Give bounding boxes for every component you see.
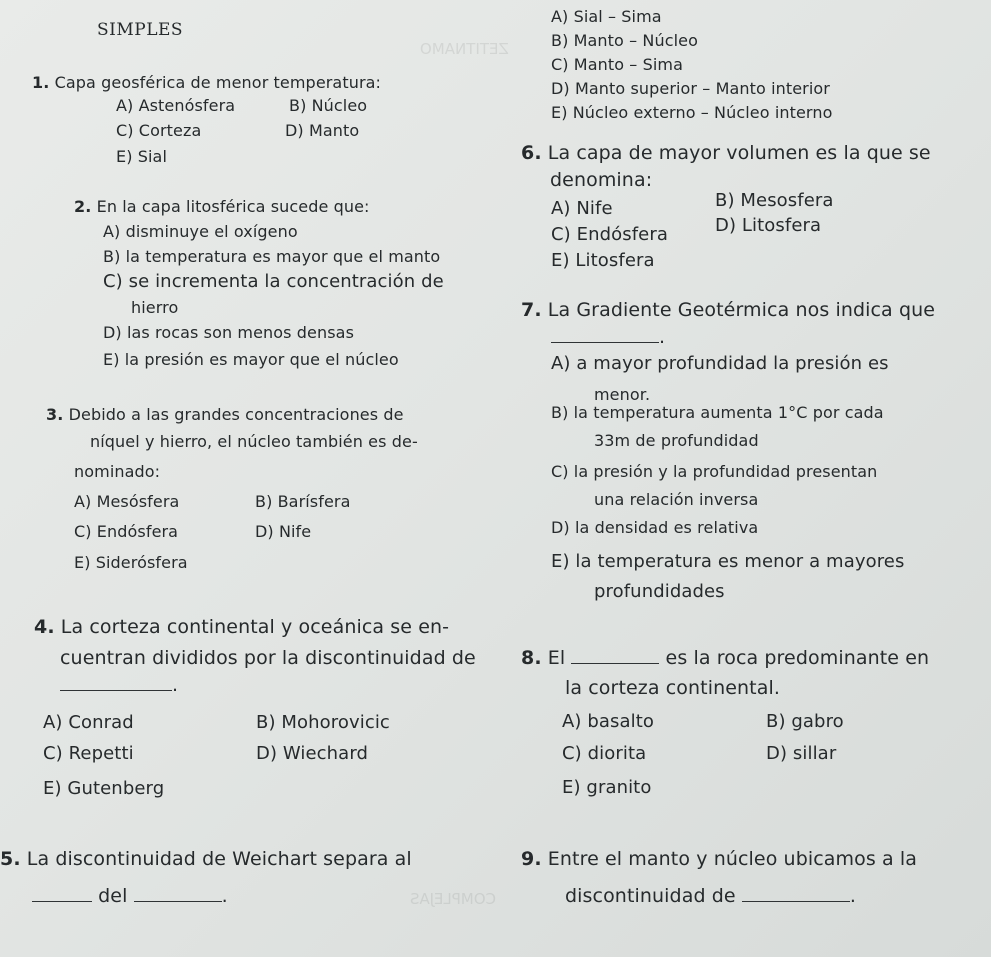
q4-option-d[interactable]: D) Wiechard <box>256 743 369 764</box>
q6-option-d[interactable]: D) Litosfera <box>715 215 822 236</box>
answer-line <box>551 325 665 349</box>
question-text-line-1: Debido a las grandes concentraciones de <box>68 405 404 424</box>
q7-option-a[interactable]: A) a mayor profundidad la presión es <box>551 353 889 374</box>
question-text-line-3: nominado: <box>74 462 161 481</box>
question-1 <box>32 73 381 93</box>
question-number: 1. <box>32 73 50 92</box>
period: . <box>659 326 666 348</box>
question-text: Capa geosférica de menor temperatura: <box>54 73 382 92</box>
q6-option-c[interactable]: C) Endósfera <box>551 224 668 245</box>
answer-blank-2[interactable] <box>134 885 222 902</box>
answer-blank[interactable] <box>551 326 659 343</box>
question-text-line-1: Entre el manto y núcleo ubicamos a la <box>547 848 918 870</box>
q1-option-a[interactable]: A) Astenósfera <box>116 96 236 115</box>
question-5 <box>0 847 412 871</box>
question-2 <box>74 197 370 217</box>
question-text-line-1: La capa de mayor volumen es la que se <box>547 142 931 164</box>
answer-blank-1[interactable] <box>32 885 92 902</box>
question-6 <box>521 141 931 165</box>
question-text: La Gradiente Geotérmica nos indica que <box>547 299 936 321</box>
question-text-line-2: denomina: <box>550 169 653 191</box>
q8-option-b[interactable]: B) gabro <box>766 711 844 732</box>
q1-option-c[interactable]: C) Corteza <box>116 121 202 140</box>
question-text-line-2: discontinuidad de <box>565 885 736 907</box>
q1-option-e[interactable]: E) Sial <box>116 147 167 166</box>
period: . <box>221 885 228 907</box>
q3-option-e[interactable]: E) Siderósfera <box>74 553 188 572</box>
q7-option-b-cont: 33m de profundidad <box>594 431 759 450</box>
bleed-through-text: COMPLEJAS <box>410 890 497 908</box>
q2-option-b[interactable]: B) la temperatura es mayor que el manto <box>103 247 441 266</box>
prev-option-c[interactable]: C) Manto – Sima <box>551 55 683 74</box>
question-number: 9. <box>521 848 542 870</box>
question-3 <box>46 405 404 425</box>
question-7 <box>521 298 935 322</box>
question-text-end: es la roca predominante en <box>665 647 930 669</box>
question-number: 4. <box>34 616 55 638</box>
question-text: En la capa litosférica sucede que: <box>96 197 370 216</box>
q7-option-d[interactable]: D) la densidad es relativa <box>551 518 759 537</box>
period: . <box>172 674 179 696</box>
question-number: 6. <box>521 142 542 164</box>
q8-option-d[interactable]: D) sillar <box>766 743 837 764</box>
prev-option-d[interactable]: D) Manto superior – Manto interior <box>551 79 830 98</box>
q7-option-b[interactable]: B) la temperatura aumenta 1°C por cada <box>551 403 884 422</box>
answer-blank[interactable] <box>742 885 850 902</box>
q3-option-a[interactable]: A) Mesósfera <box>74 492 180 511</box>
q2-option-e[interactable]: E) la presión es mayor que el núcleo <box>103 350 399 369</box>
answer-line <box>32 884 228 908</box>
prev-option-e[interactable]: E) Núcleo externo – Núcleo interno <box>551 103 833 122</box>
answer-blank[interactable] <box>60 674 172 691</box>
q3-option-d[interactable]: D) Nife <box>255 522 312 541</box>
q7-option-c[interactable]: C) la presión y la profundidad presentan <box>551 462 878 481</box>
question-number: 3. <box>46 405 64 424</box>
bleed-through-text: ZETITNAMO <box>420 40 509 58</box>
q6-option-a[interactable]: A) Nife <box>551 198 613 219</box>
q3-option-c[interactable]: C) Endósfera <box>74 522 179 541</box>
question-9 <box>521 847 917 871</box>
q2-option-a[interactable]: A) disminuye el oxígeno <box>103 222 298 241</box>
question-text-line-1: La corteza continental y oceánica se en- <box>60 616 450 638</box>
q8-option-c[interactable]: C) diorita <box>562 743 647 764</box>
question-number: 8. <box>521 647 542 669</box>
q7-option-e[interactable]: E) la temperatura es menor a mayores <box>551 551 905 572</box>
q4-option-e[interactable]: E) Gutenberg <box>43 778 165 799</box>
answer-line <box>565 884 856 908</box>
question-text-line-2: la corteza continental. <box>565 677 780 699</box>
question-4 <box>34 615 449 639</box>
q4-option-a[interactable]: A) Conrad <box>43 712 134 733</box>
q7-option-e-cont: profundidades <box>594 581 725 602</box>
q2-option-c-cont: hierro <box>131 298 179 317</box>
question-text: La discontinuidad de Weichart separa al <box>26 848 412 870</box>
q8-option-a[interactable]: A) basalto <box>562 711 654 732</box>
q2-option-d[interactable]: D) las rocas son menos densas <box>103 323 355 342</box>
q7-option-a-cont: menor. <box>594 385 651 404</box>
q6-option-b[interactable]: B) Mesosfera <box>715 190 834 211</box>
answer-line <box>60 673 178 697</box>
question-text-line-2: cuentran divididos por la discontinuidad de <box>60 647 476 669</box>
q1-option-d[interactable]: D) Manto <box>285 121 360 140</box>
period: . <box>849 885 856 907</box>
question-text-line-2: níquel y hierro, el núcleo también es de- <box>90 432 418 451</box>
question-number: 7. <box>521 299 542 321</box>
q2-option-c[interactable]: C) se incrementa la concentración de <box>103 271 444 292</box>
q7-option-c-cont: una relación inversa <box>594 490 759 509</box>
question-number: 2. <box>74 197 92 216</box>
question-number: 5. <box>0 848 21 870</box>
prev-option-b[interactable]: B) Manto – Núcleo <box>551 31 698 50</box>
prev-option-a[interactable]: A) Sial – Sima <box>551 7 662 26</box>
q3-option-b[interactable]: B) Barísfera <box>255 492 351 511</box>
q8-option-e[interactable]: E) granito <box>562 777 652 798</box>
section-title: SIMPLES <box>97 20 184 40</box>
q1-option-b[interactable]: B) Núcleo <box>289 96 368 115</box>
q4-option-b[interactable]: B) Mohorovicic <box>256 712 390 733</box>
question-text-start: El <box>547 647 566 669</box>
answer-blank[interactable] <box>571 647 659 664</box>
q6-option-e[interactable]: E) Litosfera <box>551 250 655 271</box>
q4-option-c[interactable]: C) Repetti <box>43 743 134 764</box>
question-8 <box>521 646 929 670</box>
connector-text: del <box>98 885 128 907</box>
